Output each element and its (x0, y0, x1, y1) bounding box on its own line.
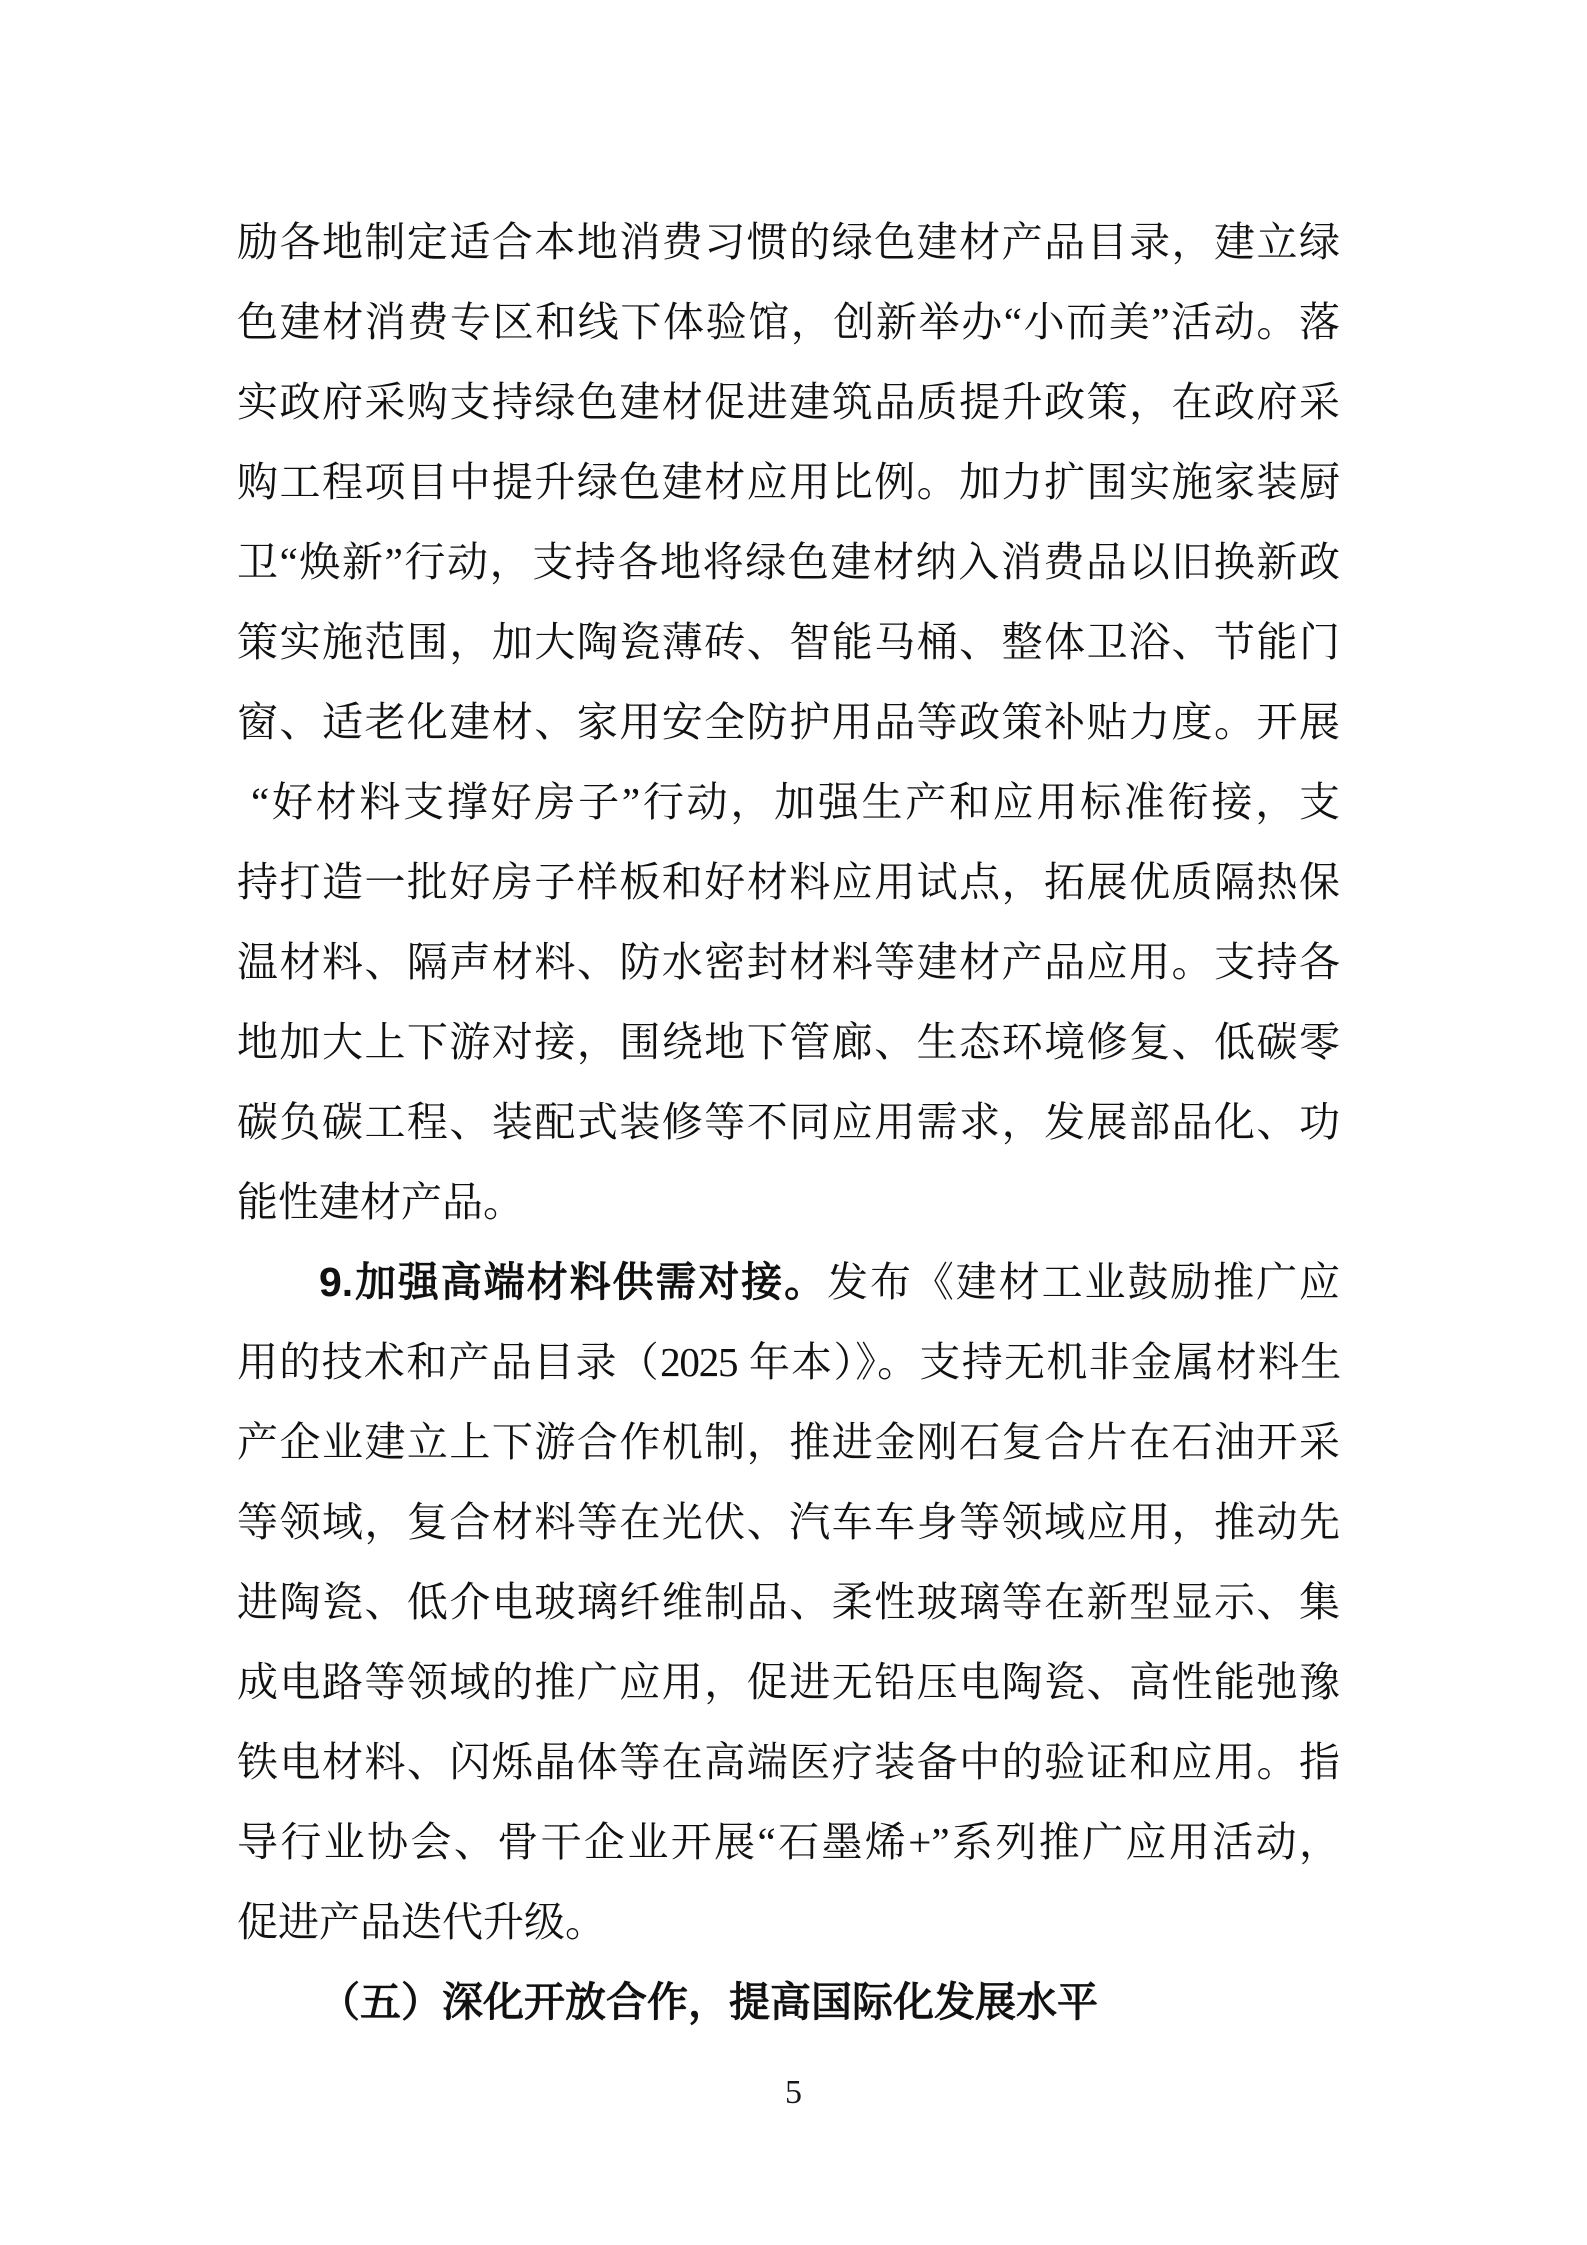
p1-line-12: 碳负碳工程、装配式装修等不同应用需求，发展部品化、功 (237, 1099, 1340, 1145)
p2-line-1-rest: 发布《建材工业鼓励推广应 (827, 1259, 1340, 1305)
p2-line-4: 等领域，复合材料等在光伏、汽车车身等领域应用，推动先 (237, 1499, 1340, 1545)
p1-line-2: 色建材消费专区和线下体验馆，创新举办“小而美”活动。落 (237, 299, 1340, 345)
p1-line-8: “好材料支撑好房子”行动，加强生产和应用标准衔接，支 (251, 779, 1340, 825)
p1-line-5: 卫“焕新”行动，支持各地将绿色建材纳入消费品以旧换新政 (237, 539, 1340, 585)
p2-bold-heading: 9.加强高端材料供需对接。 (319, 1259, 828, 1305)
p1-line-10: 温材料、隔声材料、防水密封材料等建材产品应用。支持各 (237, 939, 1340, 985)
document-body (237, 202, 1340, 2042)
p2-line-5: 进陶瓷、低介电玻璃纤维制品、柔性玻璃等在新型显示、集 (237, 1579, 1340, 1625)
p1-line-13: 能性建材产品。 (237, 1179, 524, 1225)
p1-line-1: 励各地制定适合本地消费习惯的绿色建材产品目录，建立绿 (237, 219, 1340, 265)
section-heading-5: （五）深化开放合作，提高国际化发展水平 (319, 1979, 1098, 2025)
p2-line-3: 产企业建立上下游合作机制，推进金刚石复合片在石油开采 (237, 1419, 1340, 1465)
p2-line-6: 成电路等领域的推广应用，促进无铅压电陶瓷、高性能弛豫 (237, 1659, 1340, 1705)
p2-line-2: 用的技术和产品目录（2025 年本）》。支持无机非金属材料生 (237, 1339, 1340, 1385)
p2-line-8: 导行业协会、骨干企业开展“石墨烯+”系列推广应用活动， (237, 1819, 1340, 1865)
p1-line-11: 地加大上下游对接，围绕地下管廊、生态环境修复、低碳零 (237, 1019, 1340, 1065)
p2-line-7: 铁电材料、闪烁晶体等在高端医疗装备中的验证和应用。指 (237, 1739, 1340, 1785)
p1-line-4: 购工程项目中提升绿色建材应用比例。加力扩围实施家装厨 (237, 459, 1340, 505)
page-number: 5 (785, 2074, 802, 2111)
p1-line-9: 持打造一批好房子样板和好材料应用试点，拓展优质隔热保 (237, 859, 1340, 905)
p1-line-6: 策实施范围，加大陶瓷薄砖、智能马桶、整体卫浴、节能门 (237, 619, 1340, 665)
p1-line-3: 实政府采购支持绿色建材促进建筑品质提升政策，在政府采 (237, 379, 1340, 425)
p1-line-7: 窗、适老化建材、家用安全防护用品等政策补贴力度。开展 (237, 699, 1340, 745)
p2-line-9: 促进产品迭代升级。 (237, 1899, 606, 1945)
p2-line-1 (237, 1242, 1340, 1322)
